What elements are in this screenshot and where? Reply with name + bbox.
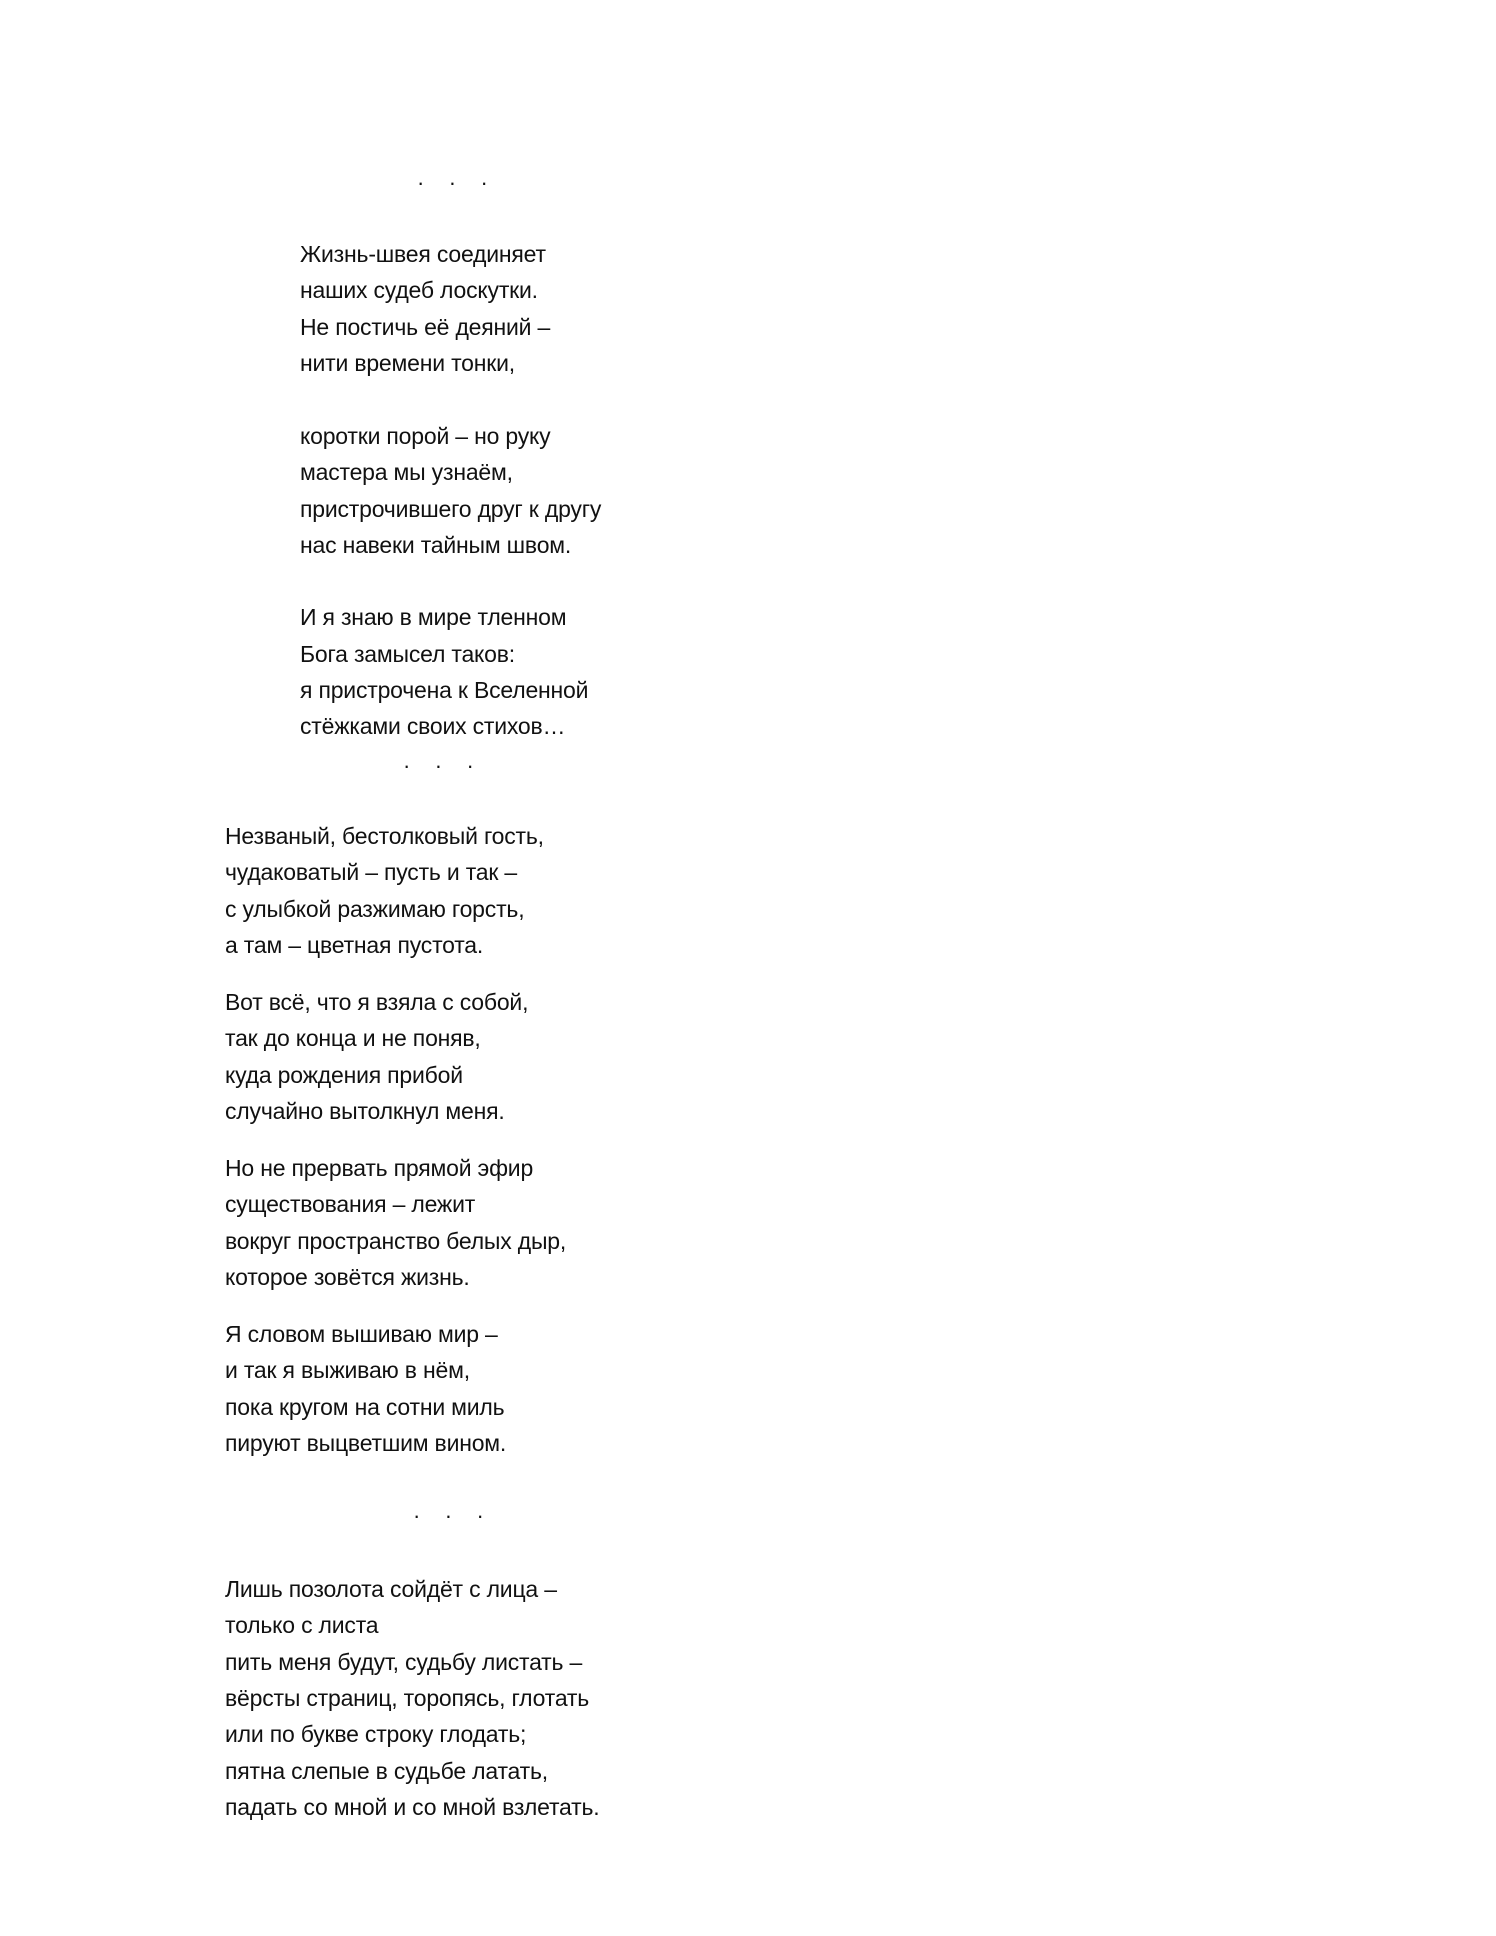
- section-divider: · · ·: [413, 1503, 484, 1528]
- poem-line: коротки порой – но руку: [300, 423, 551, 449]
- poem-line: пить меня будут, судьбу листать –: [225, 1649, 583, 1675]
- poem-line: наших судеб лоскутки.: [300, 277, 538, 303]
- section-divider: · · ·: [403, 753, 474, 778]
- poem-line: которое зовётся жизнь.: [225, 1264, 470, 1290]
- poem-line: И я знаю в мире тленном: [300, 604, 567, 630]
- poem-line: с улыбкой разжимаю горсть,: [225, 896, 525, 922]
- poem-line: пируют выцветшим вином.: [225, 1430, 507, 1456]
- poem-line: нити времени тонки,: [300, 350, 515, 376]
- poem-line: я пристрочена к Вселенной: [300, 677, 589, 703]
- poem-line: нас навеки тайным швом.: [300, 532, 572, 558]
- poem-line: существования – лежит: [225, 1191, 476, 1217]
- poem-line: стёжками своих стихов…: [300, 713, 566, 739]
- section-divider: · · ·: [417, 170, 488, 195]
- poem-line: чудаковатый – пусть и так –: [225, 859, 518, 885]
- poem-line: так до конца и не поняв,: [225, 1025, 481, 1051]
- poem-line: случайно вытолкнул меня.: [225, 1098, 505, 1124]
- poem-line: падать со мной и со мной взлетать.: [225, 1794, 600, 1820]
- poem-line: Бога замысел таков:: [300, 641, 515, 667]
- poem-line: Вот всё, что я взяла с собой,: [225, 989, 529, 1015]
- poem-line: вёрсты страниц, торопясь, глотать: [225, 1685, 590, 1711]
- poem-line: и так я выживаю в нём,: [225, 1357, 470, 1383]
- poem-line: Незваный, бестолковый гость,: [225, 823, 544, 849]
- poem-line: Жизнь-швея соединяет: [300, 241, 546, 267]
- poem-line: Лишь позолота сойдёт с лица –: [225, 1576, 557, 1602]
- poem-line: Я словом вышиваю мир –: [225, 1321, 498, 1347]
- poem-line: куда рождения прибой: [225, 1062, 463, 1088]
- poem-line: Но не прервать прямой эфир: [225, 1155, 534, 1181]
- poem-line: пока кругом на сотни миль: [225, 1394, 505, 1420]
- poem-line: а там – цветная пустота.: [225, 932, 484, 958]
- poem-line: только с листа: [225, 1612, 379, 1638]
- poem-line: мастера мы узнаём,: [300, 459, 513, 485]
- poem-line: Не постичь её деяний –: [300, 314, 551, 340]
- poem-line: вокруг пространство белых дыр,: [225, 1228, 567, 1254]
- poem-line: пятна слепые в судьбе латать,: [225, 1758, 548, 1784]
- poem-line: пристрочившего друг к другу: [300, 496, 602, 522]
- poem-line: или по букве строку глодать;: [225, 1721, 527, 1747]
